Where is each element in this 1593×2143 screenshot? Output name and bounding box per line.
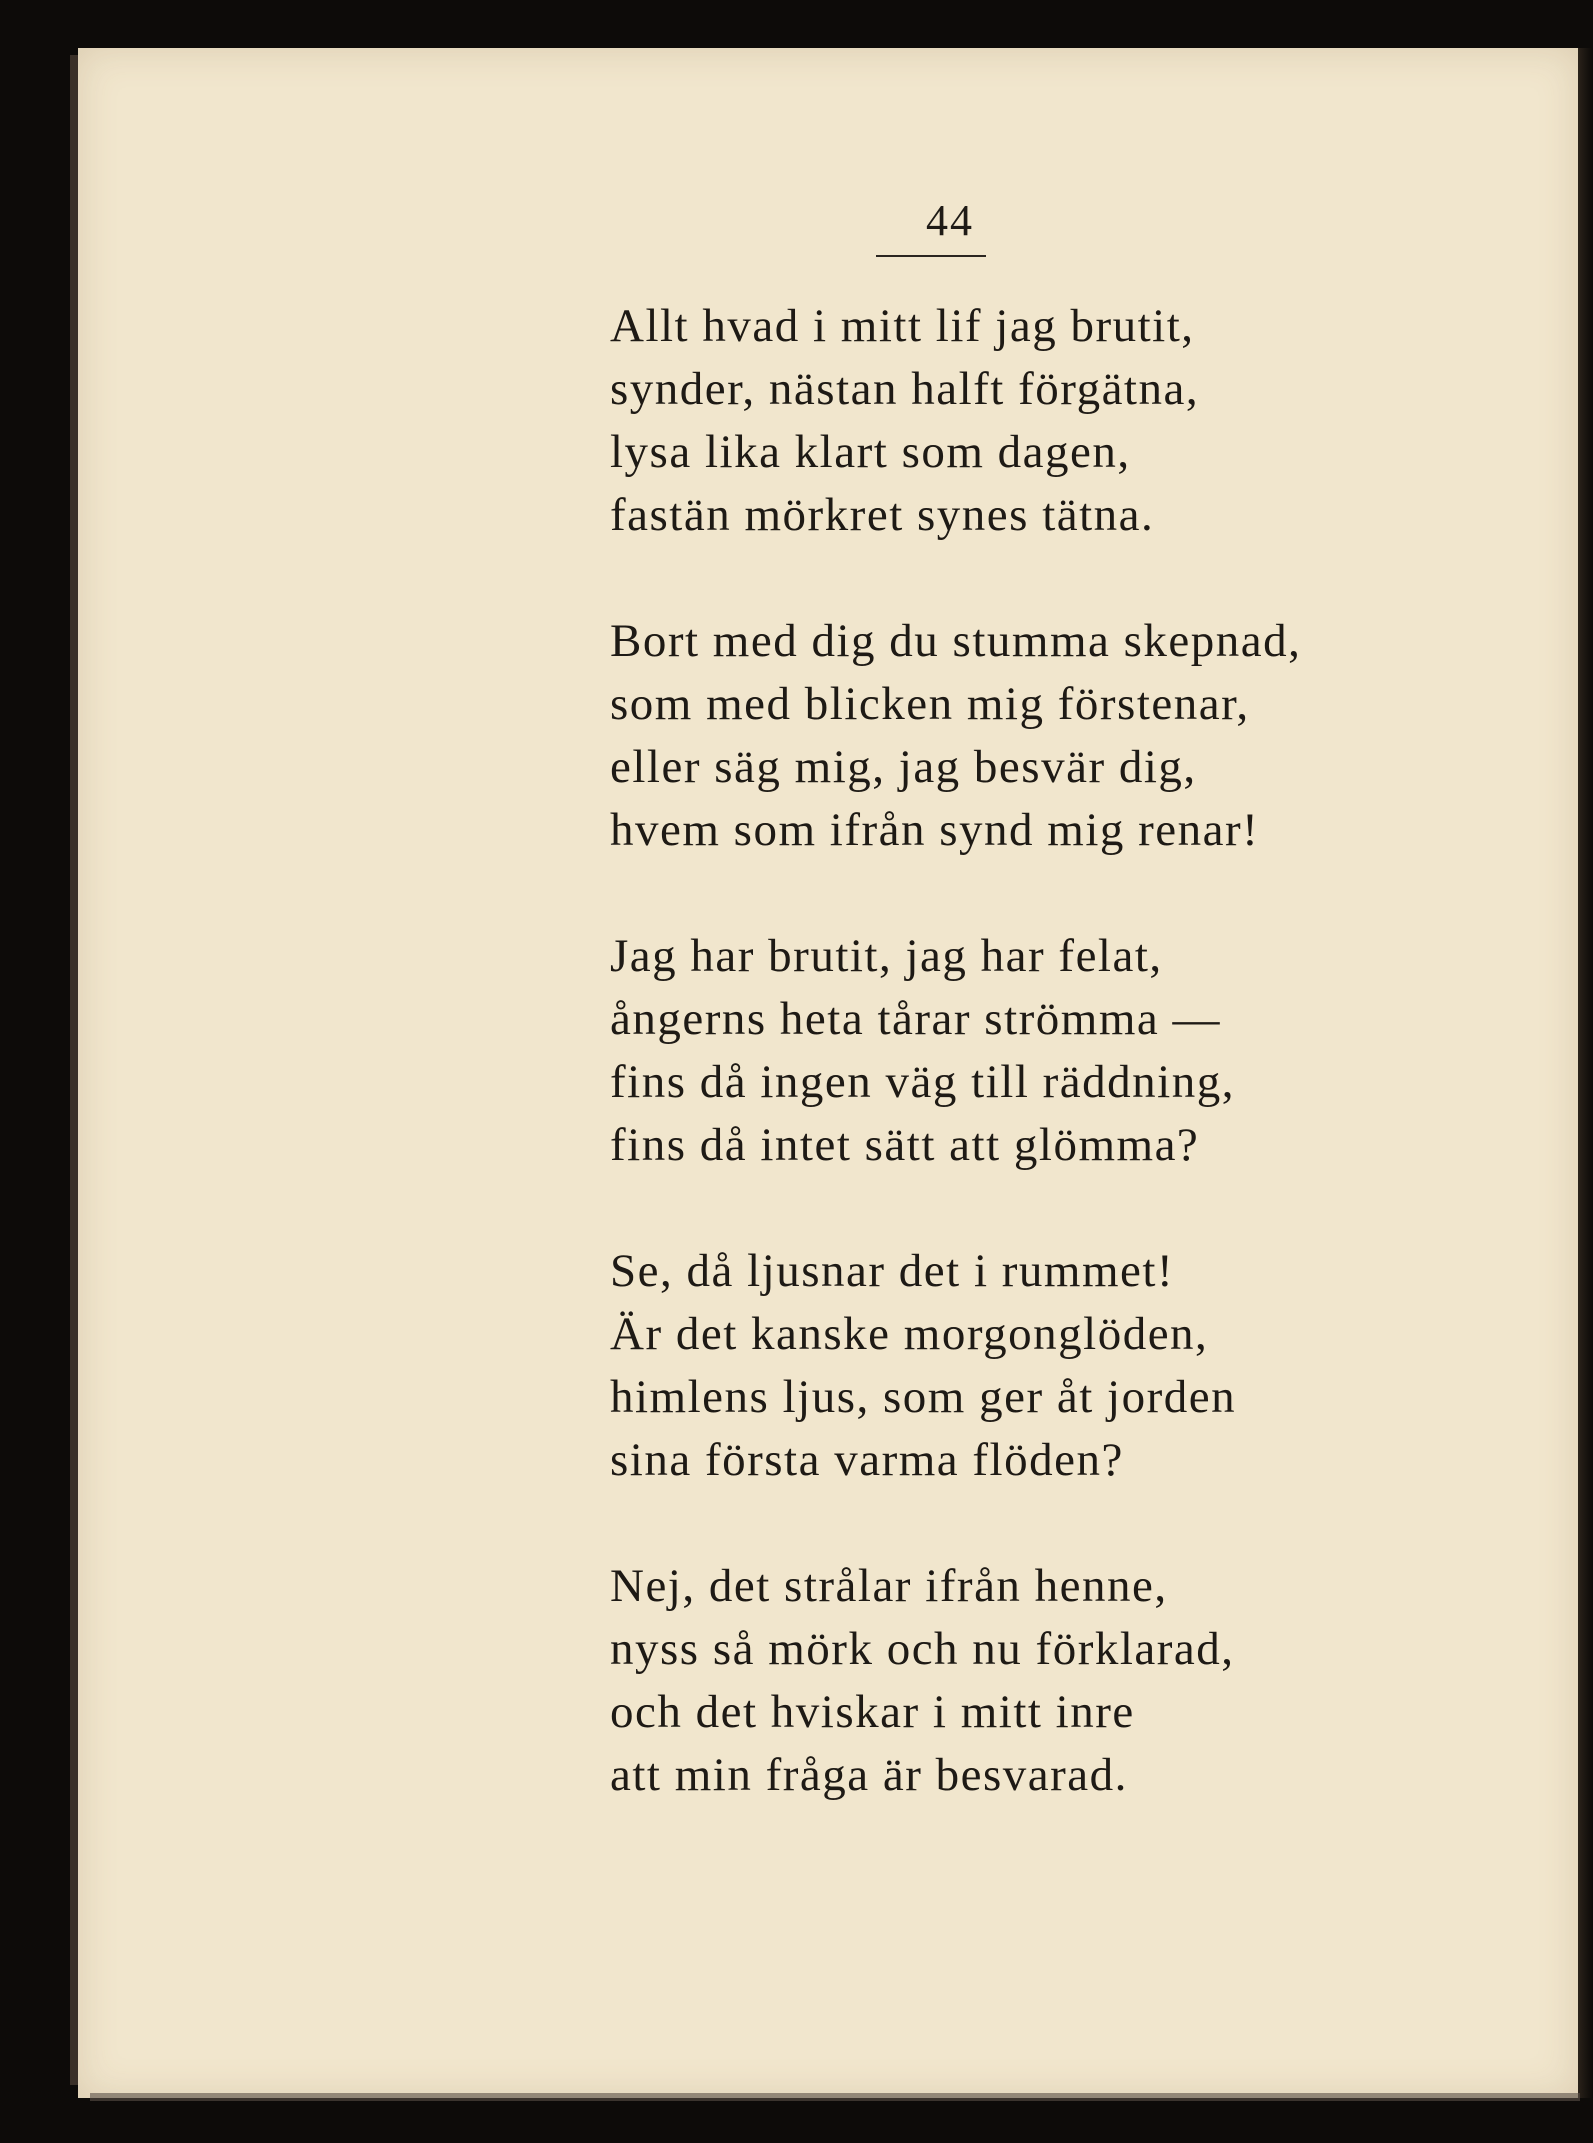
page-edge [1578,48,1593,2098]
stanza-1 [610,295,1430,547]
poem-line: Allt hvad i mitt lif jag brutit, [610,300,1195,352]
poem-line: fastän mörkret synes tätna. [610,489,1155,541]
page-bottom-edge [90,2093,1580,2101]
stanza-5 [610,1555,1430,1807]
poem-line: Bort med dig du stumma skepnad, [610,615,1302,667]
page-number-rule [876,255,986,257]
poem-body [610,295,1430,1870]
book-gutter-shadow [70,55,78,2085]
poem-line: fins då intet sätt att glömma? [610,1119,1200,1171]
poem-line: ångerns heta tårar strömma — [610,993,1222,1045]
poem-line: som med blicken mig förstenar, [610,678,1250,730]
stanza-3 [610,925,1430,1177]
poem-line: sina första varma flöden? [610,1434,1124,1486]
poem-line: synder, nästan halft förgätna, [610,363,1200,415]
stanza-2 [610,610,1430,862]
poem-line: nyss så mörk och nu förklarad, [610,1623,1235,1675]
stanza-4 [610,1240,1430,1492]
poem-line: lysa lika klart som dagen, [610,426,1131,478]
poem-line: eller säg mig, jag besvär dig, [610,741,1197,793]
poem-line: Jag har brutit, jag har felat, [610,930,1163,982]
poem-line: att min fråga är besvarad. [610,1749,1128,1801]
poem-line: himlens ljus, som ger åt jorden [610,1371,1237,1423]
poem-line: Nej, det strålar ifrån henne, [610,1560,1168,1612]
poem-line: och det hviskar i mitt inre [610,1686,1135,1738]
poem-line: hvem som ifrån synd mig renar! [610,804,1260,856]
poem-line: fins då ingen väg till räddning, [610,1056,1235,1108]
poem-line: Är det kanske morgonglöden, [610,1308,1209,1360]
page-number: 44 [926,196,974,245]
poem-line: Se, då ljusnar det i rummet! [610,1245,1175,1297]
